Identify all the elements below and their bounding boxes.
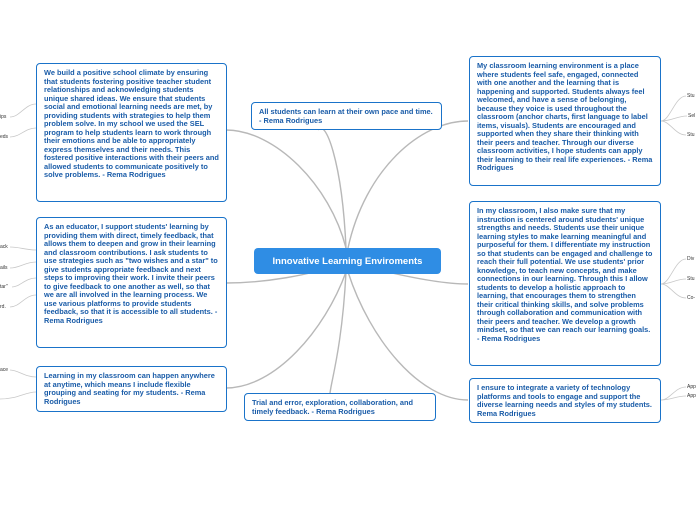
connector-school-climate [226,130,346,248]
leaf-connector [12,278,36,287]
leaf-connector [661,121,686,135]
leaf-label[interactable]: ails [0,265,8,271]
topic-all-students[interactable]: All students can learn at their own pace and time. - Rema Rodrigues [251,102,442,130]
leaf-label[interactable]: Co- [687,295,696,301]
leaf-connector [661,396,686,400]
leaf-label[interactable]: ace [0,367,9,373]
leaf-label[interactable]: App [687,384,696,390]
leaf-connector [661,259,686,284]
topic-strengths[interactable]: In my classroom, I also make sure that my instruction is centered around students' unique strengths and needs. Students use their unique learning styles to make learning meaningful and purposeful for them. I differentiate my instruction so that students can be engaged and challenge to reach their full potential. We use students' prior knowledge, to teach new concepts, and make connections in our learning. Through this I allow students to develop a holistic approach to learning, that encourages them to strengthen their critical thinking skills, and solve problems through collaboration and communication with their peers and teacher. We develop a growth mindset, so that we can reach our learning goals. - Rema Rodrigues [469,201,661,366]
central-topic[interactable]: Innovative Learning Enviroments [254,248,441,274]
topic-technology[interactable]: I ensure to integrate a variety of technology platforms and tools to engage and support the diverse learning needs and styles of my students. Rema Rodrigues [469,378,661,423]
leaf-label[interactable]: Stu [687,132,695,138]
leaf-connector [0,392,36,399]
topic-school-climate[interactable]: We build a positive school climate by ensuring that students fostering positive teacher student relationships and acknowledging students unique shared ideas. We ensure that students social and emotional learning needs are met, by providing students with strategies to help them problem solve. In my school we used the SEL program to help students learn to work through their emotions and be able to appropriately express themselves and their needs. This fostered positive interactions with their peers and allowed students to communicate positively to solve problems. - Rema Rodrigues [36,63,227,202]
leaf-connector [661,96,686,121]
leaf-connector [10,262,36,268]
topic-feedback[interactable]: As an educator, I support students' learning by providing them with direct, timely feedback, that allows them to deepen and grow in their learning and classroom contributions. I ask students to use strategies such as "two wishes and a star" to give students appropriate feedback and next steps to improving their work. I invite their peers to give feedback to one another as well, so that we are all involved in the learning process. We use various platforms to provide students feedback, so that it is accessible to all students. - Rema Rodrigues [36,217,227,348]
leaf-connector [661,279,686,284]
connector-technology [348,272,468,400]
topic-anywhere[interactable]: Learning in my classroom can happen anywhere at anytime, which means I include flexible grouping and seating for my students. - Rema Rodrigues [36,366,227,412]
leaf-label[interactable]: Stu [687,93,695,99]
leaf-connector [10,104,36,117]
leaf-connector [10,247,36,250]
leaf-label[interactable]: ips [0,114,7,120]
leaf-label[interactable]: Div [687,256,695,262]
topic-safe-place[interactable]: My classroom learning environment is a place where students feel safe, engaged, connected with one another and the learning that is happening and supported. Students always feel welcomed, and have a sense of belonging, because they voice is used throughout the classroom (anchor charts, first language to label items, visuals). Students are encouraged and supported when they share their thinking with their peers and teacher. Through our diverse classroom activities, I hope students can apply their learning to their real life experiences. - Rema Rodrigues [469,56,661,186]
leaf-label[interactable]: tar" [0,284,8,290]
leaf-label[interactable]: ack [0,244,8,250]
leaf-connector [661,284,686,298]
topic-trial-error[interactable]: Trial and error, exploration, collaboration, and timely feedback. - Rema Rodrigues [244,393,436,421]
leaf-label[interactable]: App [687,393,696,399]
connector-all-students [318,128,346,248]
connector-safe-place [348,121,468,248]
leaf-label[interactable]: eds [0,134,9,140]
leaf-connector [10,295,36,307]
leaf-label[interactable]: Sel [688,113,696,119]
leaf-connector [10,370,36,377]
leaf-connector [661,116,687,121]
leaf-connector [10,128,36,137]
connector-anywhere [226,272,346,388]
leaf-label[interactable]: Stu [687,276,695,282]
leaf-label[interactable]: rd. [0,304,6,310]
